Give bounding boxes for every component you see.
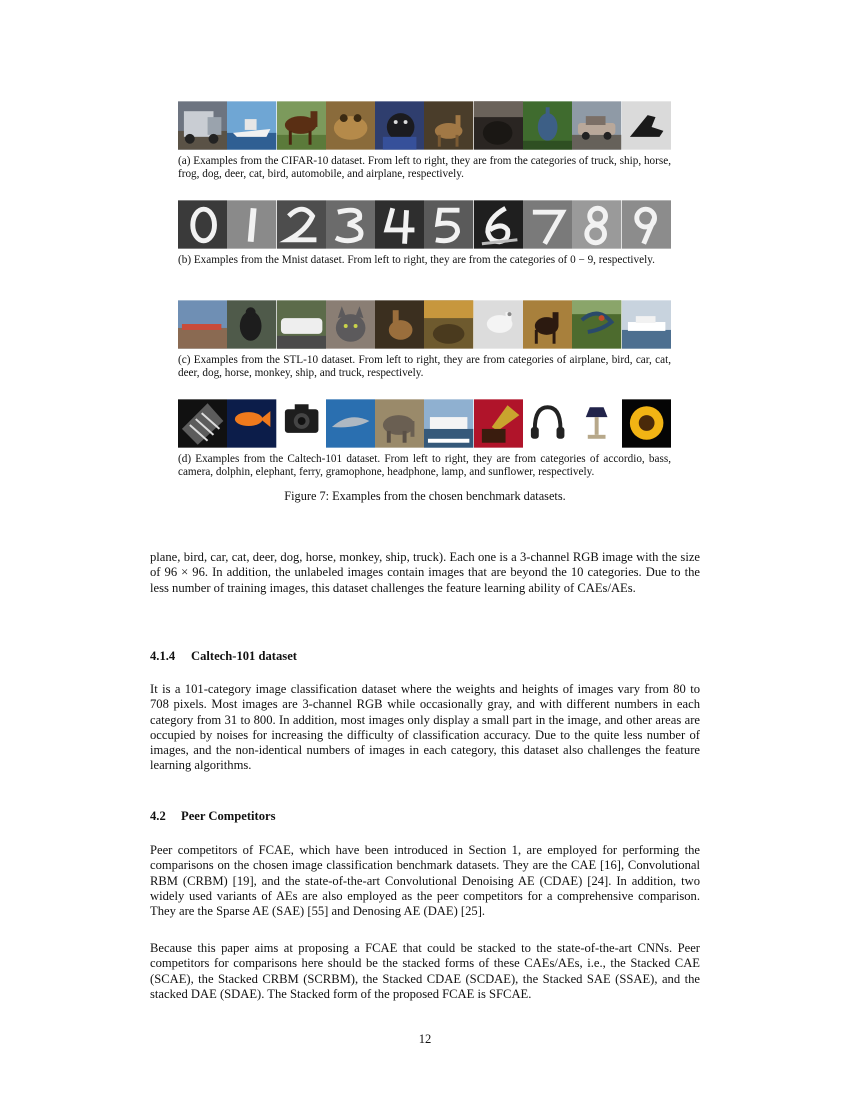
cifar-bird-image [523,101,572,150]
mnist-digit-5-image [424,200,473,249]
paragraph-stacked-forms: Because this paper aims at proposing a FCAE that could be stacked to the state-of-the-art CNNs. Peer competitors for comparisons here should be the stacked forms of these CAEs/AEs, i.e., the Stacked CAE (SCAE), the Stacked CRBM (SCRBM), the Stacked CDAE (SCDAE), the Stacked SAE (SSAE), and the stacked DAE (SDAE). The Stacked form of the proposed FCAE is SFCAE. [150,941,700,1001]
mnist-digit-4-image [375,200,424,249]
caltech-dolphin-image [326,399,375,448]
stl-monkey-image [523,300,572,349]
caltech-lamp-image [572,399,621,448]
stl-dog-image [424,300,473,349]
figure-title: Figure 7: Examples from the chosen benchmark datasets. [284,489,566,503]
cifar-automobile-image [572,101,621,150]
cifar-deer-image [424,101,473,150]
stl-horse-image [474,300,523,349]
mnist-digit-9-image [622,200,671,249]
stl-bird-image [227,300,276,349]
cifar-frog-image [326,101,375,150]
caltech-bass-image [227,399,276,448]
caption-b: (b) Examples from the Mnist dataset. From left to right, they are from the categories of 0 − 9, respectively. [178,254,655,266]
mnist-digit-0-image [178,200,227,249]
mnist-digit-3-image [326,200,375,249]
stl-car-image [277,300,326,349]
caltech-camera-image [277,399,326,448]
caption-c: (c) Examples from the STL-10 dataset. From left to right, they are from categories of airplane, bird, car, cat, deer, dog, horse, monkey, ship, and truck, respectively. [178,354,671,379]
paragraph-caltech101: It is a 101-category image classification dataset where the weights and heights of images vary from 80 to 708 pixels. Most images are 3-channel RGB while occasionally gray, and with different numbers in each category from 31 to 800. In addition, most images only display a small part in the image, and other areas are occupied by noises for increasing the difficulty of classification accuracy. Due to the quite less number of images, and the non-identical numbers of images in each category, this dataset also challenges the feature learning algorithms. [150,682,700,773]
caltech101-example-strip [178,399,671,448]
stl10-example-strip [178,300,671,349]
mnist-digit-7-image [523,200,572,249]
caltech-elephant-image [375,399,424,448]
mnist-digit-8-image [572,200,621,249]
section-heading-4-1-4 [150,649,297,664]
stl-truck-image [622,300,671,349]
cifar-dog-image [375,101,424,150]
cifar-airplane-image [622,101,671,150]
paragraph-stl10-continued: plane, bird, car, cat, deer, dog, horse, monkey, ship, truck). Each one is a 3-channel RGB image with the size of 96 × 96. In addition, the unlabeled images contain images that are beyond the 10 categories. Due to the less number of training images, this dataset challenges the feature learning ability of CAEs/AEs. [150,550,700,595]
stl-deer-image [375,300,424,349]
caption-a: (a) Examples from the CIFAR-10 dataset. From left to right, they are from the categories of truck, ship, horse, frog, dog, deer, cat, bird, automobile, and airplane, respectively. [178,155,671,180]
section-heading-4-2 [150,809,276,824]
stl-cat-image [326,300,375,349]
cifar-horse-image [277,101,326,150]
section-number: 4.1.4 [150,649,176,663]
caltech-ferry-image [424,399,473,448]
stl-ship-image [572,300,621,349]
paragraph-peer-competitors: Peer competitors of FCAE, which have been introduced in Section 1, are employed for performing the comparisons on the chosen image classification benchmark datasets. They are the CAE [16], Convolutional RBM (CRBM) [19], and the state-of-the-art Convolutional Denoising AE (CDAE) [24]. In addition, two widely used variants of AEs are also employed as the peer competitors for a comprehensive comparison. They are the Sparse AE (SAE) [55] and Denosing AE (DAE) [25]. [150,843,700,919]
cifar-cat-image [474,101,523,150]
caltech-gramophone-image [474,399,523,448]
cifar-ship-image [227,101,276,150]
section-number: 4.2 [150,809,166,823]
mnist-digit-1-image [227,200,276,249]
caption-d: (d) Examples from the Caltech-101 dataset. From left to right, they are from categories of accordio, bass, camera, dolphin, elephant, ferry, gramophone, headphone, lamp, and sunflower, respectively. [178,453,671,478]
caltech-accordion-image [178,399,227,448]
stl-airplane-image [178,300,227,349]
caltech-sunflower-image [622,399,671,448]
page-number: 12 [418,1032,432,1046]
cifar10-example-strip [178,101,671,150]
mnist-example-strip [178,200,671,249]
section-title: Caltech-101 dataset [191,649,297,663]
cifar-truck-image [178,101,227,150]
mnist-digit-6-image [474,200,523,249]
mnist-digit-2-image [277,200,326,249]
section-title: Peer Competitors [181,809,276,823]
caltech-headphone-image [523,399,572,448]
